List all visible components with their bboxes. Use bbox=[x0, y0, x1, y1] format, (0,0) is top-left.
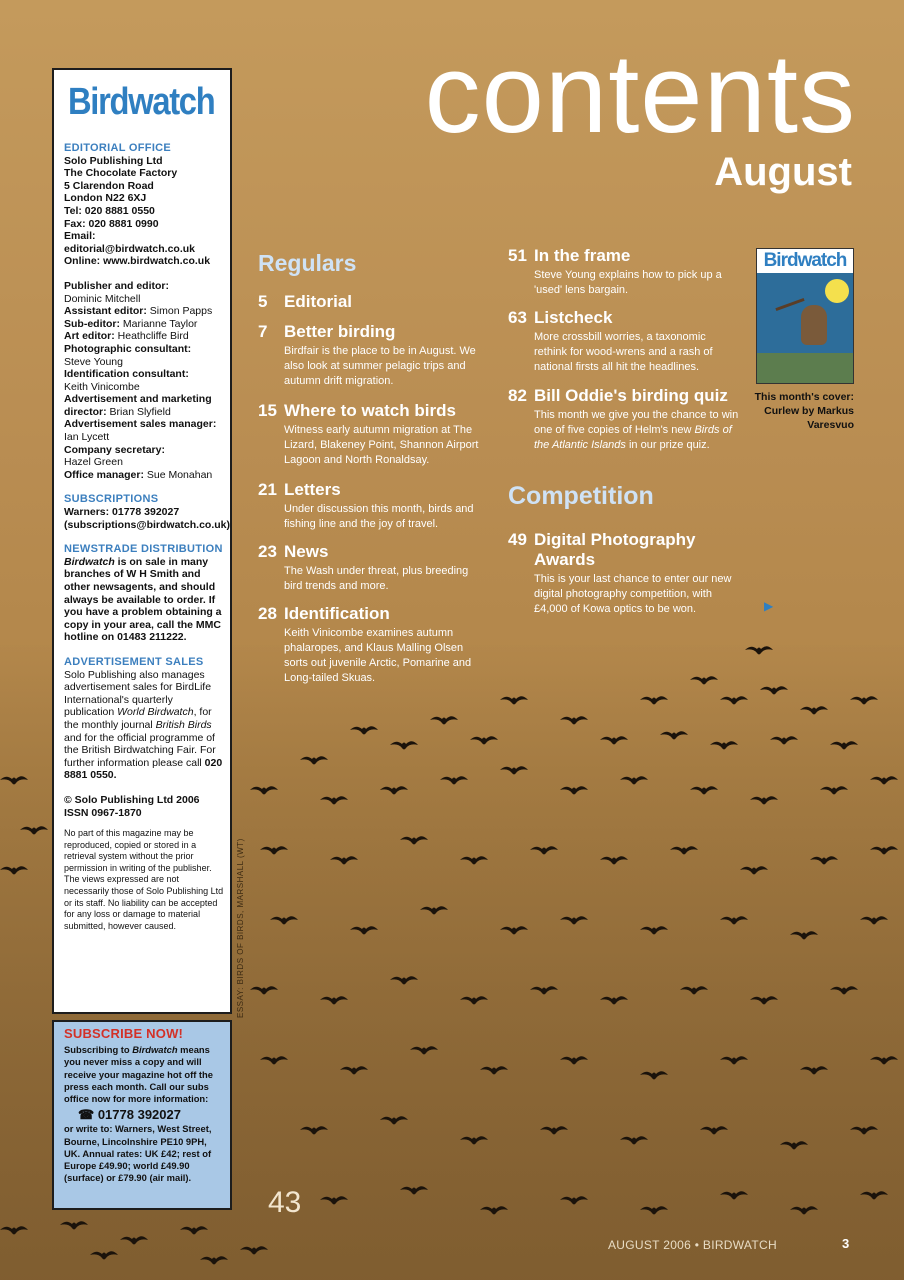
curlew-image bbox=[801, 305, 827, 345]
footer-text: AUGUST 2006 • BIRDWATCH bbox=[608, 1238, 777, 1252]
copyright: © Solo Publishing Ltd 2006 bbox=[64, 793, 200, 806]
subscriptions-email: (subscriptions@birdwatch.co.uk) bbox=[64, 518, 231, 531]
masthead-panel bbox=[52, 68, 232, 1014]
subscribe-box bbox=[52, 1020, 232, 1210]
subscriptions-phone: Warners: 01778 392027 bbox=[64, 506, 180, 519]
arrow-right-icon: ▶ bbox=[764, 599, 774, 613]
subscribe-address: or write to: Warners, West Street, Bourne, Lincolnshire PE10 9PH, UK. Annual rates: UK £42; rest of Europe £49.90; world £49.90 (surface) or £79.90 (air mail). bbox=[64, 1123, 212, 1184]
newstrade-text: Birdwatch is on sale in many branches of W H Smith and other newsagents, and should always be available to order. If you have a problem obtaining a copy in your area, call the MMC hotline on 01483 211222. bbox=[64, 555, 222, 644]
subscriptions-heading: SUBSCRIPTIONS bbox=[64, 493, 159, 506]
ad-sales-heading: ADVERTISEMENT SALES bbox=[64, 655, 204, 668]
toc-entry[interactable]: 51 In the frame Steve Young explains how to pick up a 'used' lens bargain. bbox=[508, 246, 722, 296]
page-number: 3 bbox=[842, 1236, 850, 1251]
birdwatch-logo: Birdwatch bbox=[68, 81, 215, 123]
photo-credit: ESSAY: BIRDS OF BIRDS, MARSHALL (WT) bbox=[236, 838, 245, 1018]
toc-entry[interactable]: 15 Where to watch birds Witness early autumn migration at The Lizard, Blakeney Point, Shannon Airport Lagoon and North Ronaldsay. bbox=[258, 401, 479, 466]
staff-list: Publisher and editor: Dominic Mitchell Assistant editor: Simon Papps Sub-editor: Marianne Taylor Art editor: Heathcliffe Bird Photographic consultant: Steve Young Identification consultant: Keith Vinicombe Advertisement and marketing director: Brian Slyfield Advertisement sales manager: Ian Lycett Company secretary: Hazel Green Office manager: Sue Monahan bbox=[64, 279, 217, 481]
subscribe-title: SUBSCRIBE NOW! bbox=[64, 1026, 184, 1041]
feature-page-number: 43 bbox=[268, 1186, 302, 1219]
toc-entry[interactable]: 7 Better birding Birdfair is the place to be in August. We also look at summer pelagic trips and autumn drift migration. bbox=[258, 322, 476, 387]
issue-month: August bbox=[714, 150, 852, 194]
cover-caption: This month's cover: Curlew by Markus Varesvuo bbox=[754, 391, 854, 431]
editorial-office-heading: EDITORIAL OFFICE bbox=[64, 142, 172, 154]
toc-entry-competition[interactable]: 49 Digital Photography Awards This is your last chance to enter our new digital photography competition, with £4,000 of Kowa optics to be won. bbox=[508, 530, 732, 615]
disclaimer: No part of this magazine may be reproduced, copied or stored in a retrieval system without the prior permission in writing of the publisher. The views expressed are not necessarily those of Solo Publishing Ltd or its staff. No liability can be accepted for any loss or damage to material submitted, however caused. bbox=[64, 828, 224, 931]
subscribe-text: Subscribing to Birdwatch means you never miss a copy and will receive your magazine hot off the press each month. Call our subs office now for more information: bbox=[64, 1044, 213, 1105]
competition-heading: Competition bbox=[508, 482, 654, 510]
toc-entry[interactable]: 5 Editorial bbox=[258, 292, 353, 311]
regulars-heading: Regulars bbox=[258, 250, 357, 276]
toc-entry[interactable]: 21 Letters Under discussion this month, birds and fishing line and the joy of travel. bbox=[258, 480, 474, 530]
phone-icon: ☎ bbox=[78, 1107, 95, 1123]
cover-badge bbox=[825, 279, 849, 303]
ad-sales-text: Solo Publishing also manages advertisement sales for BirdLife International's quarterly publication World Birdwatch, for the monthly journal British Birds and for the official programme of the British Birdwatching Fair. For further information please call 020 8881 0550. bbox=[64, 668, 223, 782]
toc-entry[interactable]: 82 Bill Oddie's birding quiz This month we give you the chance to win one of five copies of Helm's new Birds of the Atlantic Islands in our prize quiz. bbox=[508, 386, 739, 451]
page-title: contents bbox=[424, 31, 856, 156]
issn: ISSN 0967-1870 bbox=[64, 806, 142, 819]
newstrade-heading: NEWSTRADE DISTRIBUTION bbox=[64, 543, 223, 556]
cover-thumbnail[interactable] bbox=[756, 248, 854, 384]
toc-entry[interactable]: 23 News The Wash under threat, plus breeding bird trends and more. bbox=[258, 542, 469, 592]
subscribe-phone: ☎ 01778 392027 bbox=[78, 1107, 181, 1123]
toc-entry[interactable]: 63 Listcheck More crossbill worries, a taxonomic rethink for wood-wrens and a rash of national firsts all hit the headlines. bbox=[508, 308, 713, 373]
editorial-office-address: Solo Publishing Ltd The Chocolate Factory 5 Clarendon Road London N22 6XJ Tel: 020 8881 0550 Fax: 020 8881 0990 Email: editorial@birdwatch.co.uk Online: www.birdwatch.co.uk bbox=[64, 154, 211, 268]
toc-entry[interactable]: 28 Identification Keith Vinicombe examines autumn phalaropes, and Klaus Malling Olsen sorts out juvenile Arctic, Pomarine and Long-tailed Skuas. bbox=[258, 604, 472, 684]
cover-logo: Birdwatch bbox=[757, 249, 853, 273]
